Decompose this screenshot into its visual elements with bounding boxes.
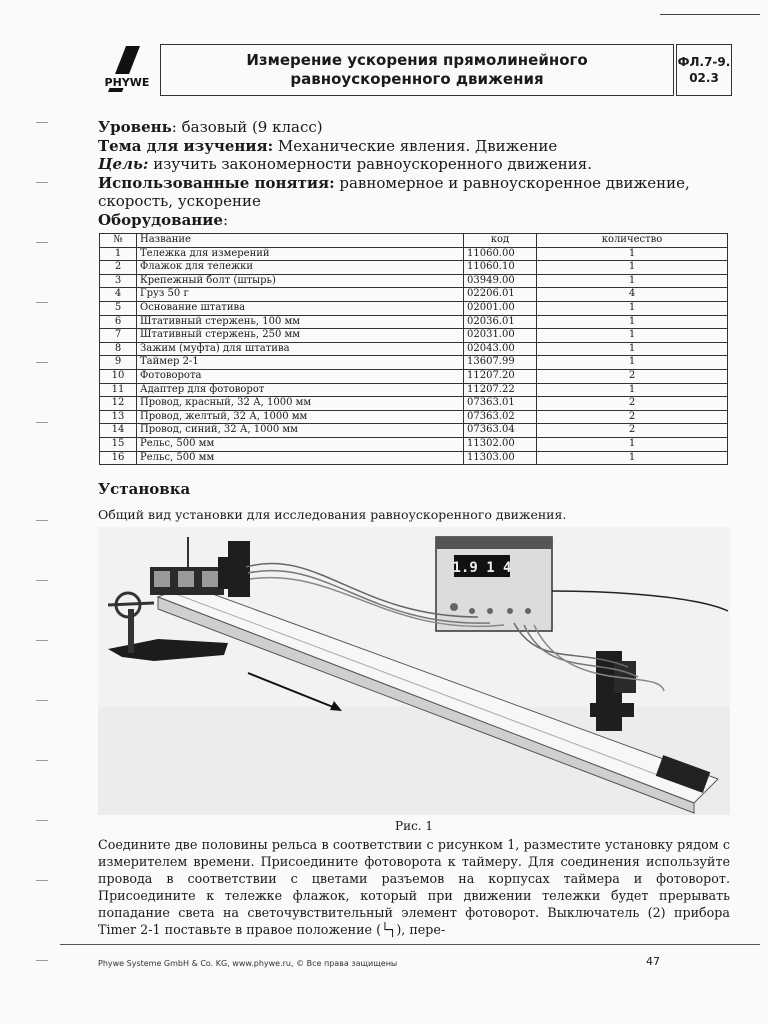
level-label: Уровень <box>98 118 172 136</box>
setup-intro: Общий вид установки для исследования равноускоренного движения. <box>98 507 567 522</box>
scan-mark <box>36 302 48 303</box>
title-line-2: равноускоренного движения <box>290 70 544 88</box>
cell-name: Рельс, 500 мм <box>137 451 464 465</box>
table-row <box>100 247 728 261</box>
cell-number: 7 <box>100 329 137 343</box>
cell-name: Крепежный болт (штырь) <box>137 274 464 288</box>
topic-line <box>98 137 738 156</box>
info-block <box>98 118 738 229</box>
topic-value: Механические явления. Движение <box>273 136 558 155</box>
scan-mark <box>36 760 48 761</box>
scan-mark <box>36 122 48 123</box>
cell-name: Провод, синий, 32 А, 1000 мм <box>137 424 464 438</box>
cell-code: 02206.01 <box>464 288 537 302</box>
cell-number: 6 <box>100 315 137 329</box>
title-line-1: Измерение ускорения прямолинейного <box>246 51 588 69</box>
cell-code: 02036.01 <box>464 315 537 329</box>
cell-number: 13 <box>100 410 137 424</box>
cell-number: 4 <box>100 288 137 302</box>
cell-code: 11060.10 <box>464 261 537 275</box>
logo-text: PHYWE <box>104 76 150 89</box>
equipment-heading <box>98 211 738 230</box>
cell-quantity: 1 <box>537 383 728 397</box>
concepts-line <box>98 174 738 211</box>
table-row <box>100 342 728 356</box>
cell-name: Флажок для тележки <box>137 261 464 275</box>
scan-mark <box>36 580 48 581</box>
col-name: Название <box>137 234 464 248</box>
footer-divider <box>60 944 760 945</box>
page-title <box>160 44 674 96</box>
instructions-continuation: ), пере- <box>396 922 446 937</box>
scan-mark <box>36 640 48 641</box>
table-row <box>100 383 728 397</box>
cell-name: Рельс, 500 мм <box>137 437 464 451</box>
instructions-paragraph <box>98 836 730 938</box>
cell-code: 07363.02 <box>464 410 537 424</box>
cell-number: 15 <box>100 437 137 451</box>
cell-quantity: 1 <box>537 451 728 465</box>
cell-quantity: 1 <box>537 356 728 370</box>
cell-name: Таймер 2-1 <box>137 356 464 370</box>
code-line-1: ФЛ.7-9. <box>677 55 731 69</box>
cell-code: 02043.00 <box>464 342 537 356</box>
cell-name: Штативный стержень, 100 мм <box>137 315 464 329</box>
cell-quantity: 4 <box>537 288 728 302</box>
cell-quantity: 2 <box>537 424 728 438</box>
cell-code: 07363.01 <box>464 397 537 411</box>
cell-name: Адаптер для фотоворот <box>137 383 464 397</box>
scan-mark <box>36 880 48 881</box>
cell-quantity: 1 <box>537 274 728 288</box>
table-row <box>100 424 728 438</box>
col-quantity: количество <box>537 234 728 248</box>
instructions-text: Соедините две половины рельса в соответствии с рисунком 1, разместите установку рядом с измерителем времени. Присоедините фотоворота к таймеру. Для соединения используйте провода в соответствии с цветами разъемов на корпусах таймера и фотоворот. Присоедините к тележке флажок, который при движении тележки будет прерывать попадание света на светочувствительный элемент фотоворот. Выключатель (2) прибора Timer 2-1 поставьте в правое положение ( <box>98 837 730 937</box>
cell-name: Основание штатива <box>137 301 464 315</box>
scan-mark <box>36 700 48 701</box>
setup-photo <box>98 527 730 815</box>
cell-number: 9 <box>100 356 137 370</box>
topic-label: Тема для изучения: <box>98 136 274 155</box>
table-row <box>100 288 728 302</box>
cell-code: 11303.00 <box>464 451 537 465</box>
concepts-label: Использованные понятия: <box>98 173 335 192</box>
equipment-table <box>99 233 728 465</box>
goal-value: изучить закономерности равноускоренного движения. <box>148 155 592 173</box>
document-code <box>676 44 732 96</box>
cell-name: Зажим (муфта) для штатива <box>137 342 464 356</box>
table-row <box>100 451 728 465</box>
cell-code: 02031.00 <box>464 329 537 343</box>
cell-name: Тележка для измерений <box>137 247 464 261</box>
table-row <box>100 301 728 315</box>
scan-mark <box>36 820 48 821</box>
cell-number: 10 <box>100 369 137 383</box>
table-row <box>100 315 728 329</box>
goal-label: Цель: <box>98 155 149 173</box>
cell-quantity: 2 <box>537 369 728 383</box>
table-row <box>100 329 728 343</box>
cell-quantity: 1 <box>537 315 728 329</box>
table-row <box>100 274 728 288</box>
cell-number: 11 <box>100 383 137 397</box>
cell-name: Груз 50 г <box>137 288 464 302</box>
cell-code: 07363.04 <box>464 424 537 438</box>
cell-number: 1 <box>100 247 137 261</box>
cell-number: 3 <box>100 274 137 288</box>
scan-mark <box>36 422 48 423</box>
cell-number: 5 <box>100 301 137 315</box>
goal-line <box>98 155 738 174</box>
table-row <box>100 410 728 424</box>
table-row <box>100 437 728 451</box>
figure-caption: Рис. 1 <box>395 819 434 833</box>
cell-number: 2 <box>100 261 137 275</box>
table-row <box>100 369 728 383</box>
equipment-colon: : <box>222 210 229 229</box>
cell-name: Провод, красный, 32 А, 1000 мм <box>137 397 464 411</box>
setup-heading: Установка <box>98 480 191 498</box>
table-header-row <box>100 234 728 248</box>
footer-company: Phywe Systeme GmbH & Co. KG, www.phywe.ru, © Все права защищены <box>98 959 398 968</box>
cell-quantity: 2 <box>537 397 728 411</box>
cell-name: Фотоворота <box>137 369 464 383</box>
cell-code: 11060.00 <box>464 247 537 261</box>
table-row <box>100 397 728 411</box>
scan-top-line <box>660 14 760 15</box>
scan-mark <box>36 242 48 243</box>
cell-number: 16 <box>100 451 137 465</box>
scan-mark <box>36 520 48 521</box>
cell-quantity: 1 <box>537 437 728 451</box>
cell-code: 02001.00 <box>464 301 537 315</box>
concepts-value: равномерное и равноускоренное движение, скорость, ускорение <box>98 173 690 210</box>
cell-number: 12 <box>100 397 137 411</box>
cell-number: 8 <box>100 342 137 356</box>
cell-quantity: 1 <box>537 329 728 343</box>
code-line-2: 02.3 <box>689 71 719 85</box>
cell-code: 11207.20 <box>464 369 537 383</box>
cell-quantity: 1 <box>537 301 728 315</box>
col-number: № <box>100 234 137 248</box>
cell-code: 11302.00 <box>464 437 537 451</box>
page-number: 47 <box>646 955 660 968</box>
cell-quantity: 1 <box>537 342 728 356</box>
level-line <box>98 118 738 137</box>
cell-name: Провод, желтый, 32 А, 1000 мм <box>137 410 464 424</box>
col-code: код <box>464 234 537 248</box>
cell-quantity: 1 <box>537 261 728 275</box>
cell-code: 11207.22 <box>464 383 537 397</box>
cell-code: 03949.00 <box>464 274 537 288</box>
cell-code: 13607.99 <box>464 356 537 370</box>
cell-quantity: 1 <box>537 247 728 261</box>
table-row <box>100 356 728 370</box>
cell-number: 14 <box>100 424 137 438</box>
scan-mark <box>36 182 48 183</box>
level-value: : базовый (9 класс) <box>171 118 323 136</box>
scan-mark <box>36 362 48 363</box>
cell-name: Штативный стержень, 250 мм <box>137 329 464 343</box>
equipment-label: Оборудование <box>98 210 223 229</box>
timer-display: 1.9 1 4 <box>452 560 512 576</box>
switch-symbol: └┐ <box>381 922 397 937</box>
cell-quantity: 2 <box>537 410 728 424</box>
phywe-logo <box>96 44 158 96</box>
table-row <box>100 261 728 275</box>
scan-mark <box>36 960 48 961</box>
